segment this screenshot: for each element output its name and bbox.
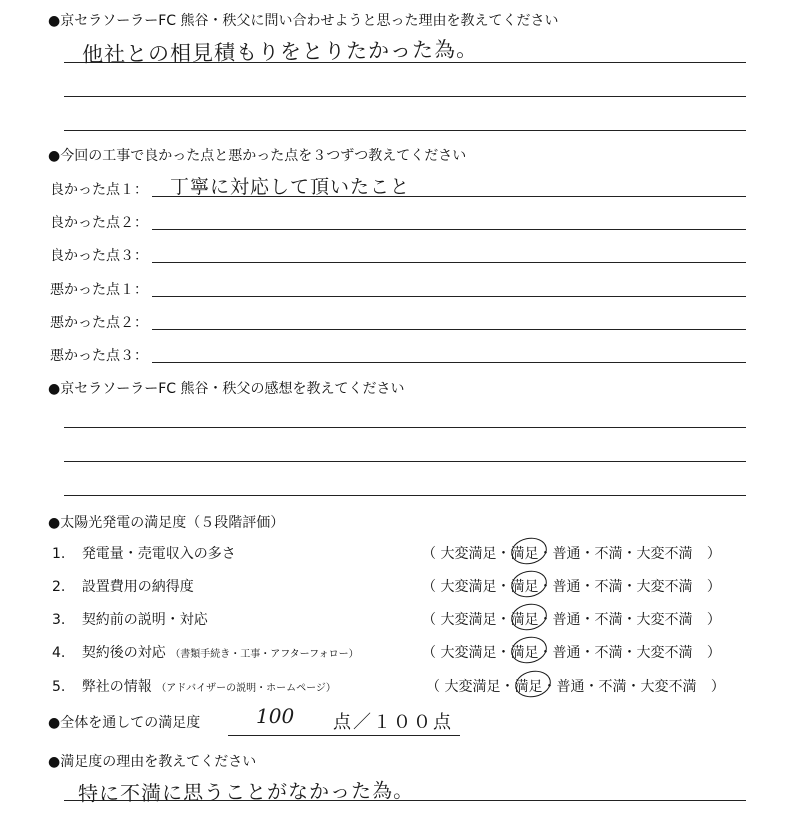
item-label: 発電量・売電収入の多さ xyxy=(81,546,236,562)
bad-point-2-label: 悪かった点２： xyxy=(50,315,148,331)
answer-line xyxy=(152,362,746,363)
option-dissatisfied[interactable]: 不満 xyxy=(594,645,623,661)
option-very-dissatisfied[interactable]: 大変不満 xyxy=(636,546,693,562)
separator: ・ xyxy=(496,612,511,628)
open-paren: （ xyxy=(422,546,436,562)
option-very-satisfied[interactable]: 大変満足 xyxy=(440,546,497,562)
option-very-dissatisfied[interactable]: 大変不満 xyxy=(636,612,693,628)
separator: ・ xyxy=(538,546,553,562)
reason-answer: 他社との相見積もりをとりたかった為。 xyxy=(81,37,479,67)
option-satisfied[interactable]: 満足 xyxy=(510,612,539,628)
option-dissatisfied[interactable]: 不満 xyxy=(594,612,623,628)
separator: ・ xyxy=(622,579,637,595)
close-paren: ） xyxy=(710,679,725,695)
separator: ・ xyxy=(500,679,515,695)
item-note: （アドバイザーの説明・ホームページ） xyxy=(156,683,336,694)
satisfaction-reason-answer: 特に不満に思うことがなかった為。 xyxy=(77,778,415,806)
option-neutral[interactable]: 普通 xyxy=(552,546,581,562)
answer-line xyxy=(64,130,746,131)
option-dissatisfied[interactable]: 不満 xyxy=(598,679,627,695)
reason-question: ●京セラソーラーFC 熊谷・秩父に問い合わせようと思った理由を教えてください xyxy=(48,13,559,29)
option-neutral[interactable]: 普通 xyxy=(552,579,581,595)
item-label: 契約後の対応 xyxy=(81,645,166,661)
option-very-dissatisfied[interactable]: 大変不満 xyxy=(636,579,693,595)
option-very-dissatisfied[interactable]: 大変不満 xyxy=(640,679,697,695)
answer-line xyxy=(64,461,746,462)
option-satisfied[interactable]: 満足 xyxy=(514,679,543,695)
separator: ・ xyxy=(626,679,641,695)
separator: ・ xyxy=(622,612,637,628)
overall-suffix: 点／１００点 xyxy=(333,712,453,733)
item-number: 5. xyxy=(52,679,66,695)
item-number: 1. xyxy=(52,546,66,562)
rating-item-2 xyxy=(52,576,194,596)
item-number: 3. xyxy=(52,612,66,628)
option-very-dissatisfied[interactable]: 大変不満 xyxy=(636,645,693,661)
rating-options-4 xyxy=(422,642,721,662)
rating-item-4 xyxy=(52,642,359,662)
separator: ・ xyxy=(542,679,557,695)
separator: ・ xyxy=(580,579,595,595)
good-point-3-label: 良かった点３： xyxy=(50,248,148,264)
item-label: 弊社の情報 xyxy=(81,679,152,695)
answer-line xyxy=(152,196,746,197)
option-neutral[interactable]: 普通 xyxy=(556,679,585,695)
option-very-satisfied[interactable]: 大変満足 xyxy=(440,645,497,661)
separator: ・ xyxy=(538,612,553,628)
option-satisfied[interactable]: 満足 xyxy=(510,579,539,595)
rating-item-1 xyxy=(52,543,236,563)
open-paren: （ xyxy=(422,645,436,661)
overall-score: 100 xyxy=(256,704,295,728)
close-paren: ） xyxy=(706,612,721,628)
separator: ・ xyxy=(496,645,511,661)
satisfaction-question: ●太陽光発電の満足度（５段階評価） xyxy=(48,515,285,531)
option-neutral[interactable]: 普通 xyxy=(552,645,581,661)
answer-line xyxy=(152,329,746,330)
rating-item-5 xyxy=(52,676,336,696)
option-satisfied[interactable]: 満足 xyxy=(510,645,539,661)
answer-line xyxy=(64,800,746,801)
open-paren: （ xyxy=(422,579,436,595)
item-note: （書類手続き・工事・アフターフォロー） xyxy=(170,649,359,660)
answer-line xyxy=(152,229,746,230)
bad-point-3-label: 悪かった点３： xyxy=(50,348,148,364)
answer-line xyxy=(64,96,746,97)
separator: ・ xyxy=(622,546,637,562)
good-point-1-answer: 丁寧に対応して頂いたこと xyxy=(170,176,411,198)
option-very-satisfied[interactable]: 大変満足 xyxy=(440,612,497,628)
rating-options-3 xyxy=(422,609,721,629)
separator: ・ xyxy=(580,612,595,628)
separator: ・ xyxy=(580,645,595,661)
open-paren: （ xyxy=(422,612,436,628)
rating-item-3 xyxy=(52,609,208,629)
option-satisfied[interactable]: 満足 xyxy=(510,546,539,562)
item-label: 契約前の説明・対応 xyxy=(81,612,208,628)
bad-point-1-label: 悪かった点１： xyxy=(50,282,148,298)
impression-question: ●京セラソーラーFC 熊谷・秩父の感想を教えてください xyxy=(48,381,405,397)
good-bad-question: ●今回の工事で良かった点と悪かった点を３つずつ教えてください xyxy=(48,148,467,164)
separator: ・ xyxy=(538,579,553,595)
rating-options-2 xyxy=(422,576,721,596)
close-paren: ） xyxy=(706,546,721,562)
separator: ・ xyxy=(496,546,511,562)
separator: ・ xyxy=(584,679,599,695)
close-paren: ） xyxy=(706,579,721,595)
rating-options-5 xyxy=(426,676,725,696)
separator: ・ xyxy=(538,645,553,661)
good-point-1-label: 良かった点１： xyxy=(50,182,148,198)
item-number: 2. xyxy=(52,579,66,595)
answer-line xyxy=(64,495,746,496)
answer-line xyxy=(64,62,746,63)
option-dissatisfied[interactable]: 不満 xyxy=(594,546,623,562)
answer-line xyxy=(64,427,746,428)
option-dissatisfied[interactable]: 不満 xyxy=(594,579,623,595)
separator: ・ xyxy=(496,579,511,595)
item-label: 設置費用の納得度 xyxy=(81,579,194,595)
score-line xyxy=(228,735,460,736)
open-paren: （ xyxy=(426,679,440,695)
satisfaction-reason-question: ●満足度の理由を教えてください xyxy=(48,754,257,770)
rating-options-1 xyxy=(422,543,721,563)
answer-line xyxy=(152,262,746,263)
item-number: 4. xyxy=(52,645,66,661)
separator: ・ xyxy=(622,645,637,661)
separator: ・ xyxy=(580,546,595,562)
answer-line xyxy=(152,296,746,297)
close-paren: ） xyxy=(706,645,721,661)
good-point-2-label: 良かった点２： xyxy=(50,215,148,231)
option-very-satisfied[interactable]: 大変満足 xyxy=(440,579,497,595)
overall-label: ●全体を通しての満足度 xyxy=(48,715,201,731)
option-neutral[interactable]: 普通 xyxy=(552,612,581,628)
option-very-satisfied[interactable]: 大変満足 xyxy=(444,679,501,695)
